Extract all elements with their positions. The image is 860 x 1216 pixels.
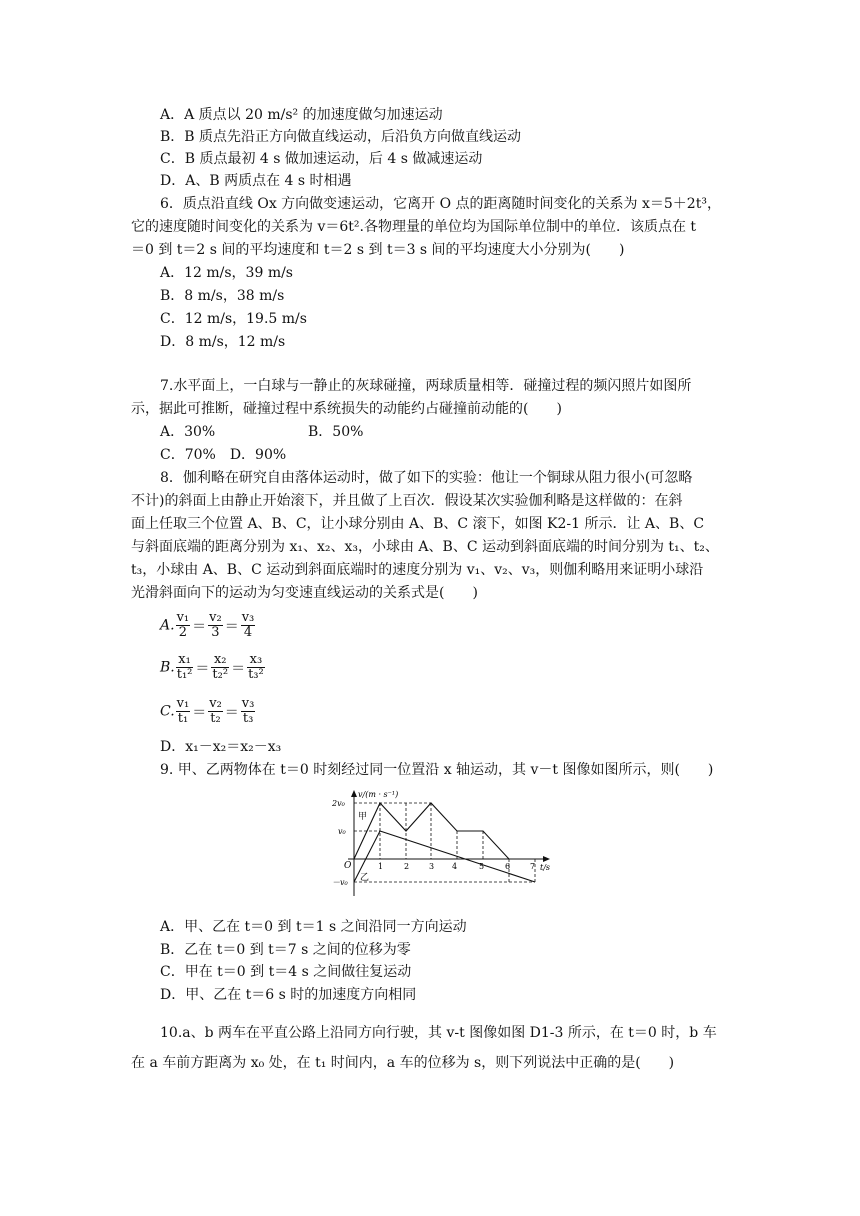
- graph-tick-x7: 7: [530, 862, 536, 871]
- q8-a-fraction-3: $\frac{\text{v₃}}{4}$: [241, 610, 255, 640]
- q6-option-d: D．8 m/s，12 m/s: [160, 334, 286, 350]
- q9-option-a: A．甲、乙在 t＝0 到 t＝1 s 之间沿同一方向运动: [160, 919, 467, 935]
- q8-option-c-label: C.: [160, 703, 175, 720]
- q8-c-fraction-3: $\frac{\text{v₃}}{\text{t₃}}$: [241, 696, 255, 726]
- graph-label-yi: 乙: [360, 873, 370, 883]
- q8-stem-line2: 不计)的斜面上由静止开始滚下，并且做了上百次．假设某次实验伽利略是这样做的：在斜: [131, 493, 683, 509]
- q6-stem-line1: 6．质点沿直线 Ox 方向做变速运动，它离开 O 点的距离随时间变化的关系为 x＝5＋2t³，: [160, 196, 721, 212]
- graph-tick-neg-v0: －v₀: [332, 878, 348, 887]
- graph-tick-x4: 4: [452, 862, 458, 871]
- graph-x-arrow: [543, 856, 550, 862]
- graph-tick-x5: 5: [479, 862, 485, 871]
- graph-line-yi: [354, 831, 535, 882]
- graph-y-label: v/(m · s⁻¹): [358, 790, 399, 799]
- q8-option-b-label: B.: [160, 659, 175, 676]
- graph-y-arrow: [351, 790, 357, 797]
- q9-stem: 9. 甲、乙两物体在 t＝0 时刻经过同一位置沿 x 轴运动，其 v－t 图像如图所示，则( ): [160, 762, 714, 778]
- q8-c-fraction-1: $\frac{\text{v₁}}{\text{t₁}}$: [176, 696, 190, 726]
- q8-b-fraction-3: $\frac{\text{x₃}}{\text{t₃²}}$: [248, 652, 264, 682]
- q8-stem-line6: 光滑斜面向下的运动为匀变速直线运动的关系式是( ): [131, 585, 478, 601]
- q8-stem-line3: 面上任取三个位置 A、B、C，让小球分别由 A、B、C 滚下，如图 K2-1 所示．让 A、B、C: [131, 516, 705, 532]
- q8-option-c: C. $\frac{\text{v₁}}{\text{t₁}}$ ＝ $\frac{\text{v₂}}{\text{t₂}}$ ＝ $\frac{\text{v₃}}{\text{t₃}}$: [160, 696, 255, 726]
- q7-stem-line2: 示，据此可推断，碰撞过程中系统损失的动能约占碰撞前动能的( ): [131, 401, 562, 417]
- q6-stem-line2: 它的速度随时间变化的关系为 v＝6t².各物理量的单位均为国际单位制中的单位．该质点在 t: [131, 219, 697, 235]
- q8-a-fraction-1: $\frac{\text{v₁}}{2}$: [176, 610, 190, 640]
- graph-origin-label: O: [344, 861, 352, 871]
- q7-option-b: B．50%: [308, 424, 364, 440]
- q6-option-b: B．8 m/s，38 m/s: [160, 288, 285, 304]
- q6-option-c: C．12 m/s，19.5 m/s: [160, 311, 307, 327]
- q8-option-b: B. $\frac{\text{x₁}}{\text{t₁²}}$ ＝ $\frac{\text{x₂}}{\text{t₂²}}$ ＝ $\frac{\text{x₃}}{\text{t₃²}}$: [160, 652, 264, 682]
- graph-label-jia: 甲: [358, 812, 368, 822]
- q8-c-fraction-2: $\frac{\text{v₂}}{\text{t₂}}$: [209, 696, 222, 726]
- q5-option-d: D．A、B 两质点在 4 s 时相遇: [160, 173, 352, 189]
- q9-vt-graph: [328, 788, 560, 900]
- q8-option-a: A. $\frac{\text{v₁}}{2}$ ＝ $\frac{\text{v₂}}{3}$ ＝ $\frac{\text{v₃}}{4}$: [160, 610, 255, 640]
- graph-tick-v0: v₀: [338, 827, 346, 836]
- q5-option-b: B．B 质点先沿正方向做直线运动，后沿负方向做直线运动: [160, 129, 522, 145]
- graph-tick-x2: 2: [404, 862, 410, 871]
- q9-option-d: D．甲、乙在 t＝6 s 时的加速度方向相同: [160, 987, 417, 1003]
- q7-stem-line1: 7.水平面上，一白球与一静止的灰球碰撞，两球质量相等．碰撞过程的频闪照片如图所: [160, 378, 692, 394]
- q7-option-a: A．30%: [160, 424, 216, 440]
- q5-option-a: A．A 质点以 20 m/s² 的加速度做匀加速运动: [160, 107, 443, 123]
- graph-line-jia: [354, 803, 509, 859]
- q9-option-c: C．甲在 t＝0 到 t＝4 s 之间做往复运动: [160, 964, 412, 980]
- q6-stem-line3: ＝0 到 t＝2 s 间的平均速度和 t＝2 s 到 t＝3 s 间的平均速度大小分别为( ): [131, 242, 625, 258]
- graph-tick-x1: 1: [378, 862, 384, 871]
- q8-b-fraction-1: $\frac{\text{x₁}}{\text{t₁²}}$: [176, 652, 193, 682]
- graph-x-label: t/s: [540, 863, 551, 872]
- q10-stem-line2: 在 a 车前方距离为 x₀ 处，在 t₁ 时间内，a 车的位移为 s，则下列说法中正确的是( ): [131, 1055, 675, 1071]
- q6-option-a: A．12 m/s，39 m/s: [160, 265, 293, 281]
- q8-stem-line4: 与斜面底端的距离分别为 x₁、x₂、x₃，小球由 A、B、C 运动到斜面底端的时间分别为 t₁、t₂、: [131, 539, 719, 555]
- q8-a-fraction-2: $\frac{\text{v₂}}{3}$: [209, 610, 222, 640]
- q8-stem-line1: 8．伽利略在研究自由落体运动时，做了如下的实验：他让一个铜球从阻力很小(可忽略: [160, 470, 693, 486]
- graph-tick-x3: 3: [429, 862, 435, 871]
- q8-b-fraction-2: $\frac{\text{x₂}}{\text{t₂²}}$: [212, 652, 229, 682]
- q8-stem-line5: t₃，小球由 A、B、C 运动到斜面底端时的速度分别为 v₁、v₂、v₃，则伽利略用来证明小球沿: [131, 562, 704, 578]
- q10-stem-line1: 10.a、b 两车在平直公路上沿同方向行驶，其 v-t 图像如图 D1-3 所示，在 t＝0 时，b 车: [160, 1025, 717, 1041]
- q5-option-c: C．B 质点最初 4 s 做加速运动，后 4 s 做减速运动: [160, 151, 483, 167]
- q9-option-b: B．乙在 t＝0 到 t＝7 s 之间的位移为零: [160, 942, 411, 958]
- q7-option-cd: C．70% D．90%: [160, 447, 287, 463]
- graph-tick-x6: 6: [505, 862, 511, 871]
- q8-option-d: D．x₁－x₂＝x₂－x₃: [160, 739, 282, 755]
- q8-option-a-label: A.: [160, 617, 175, 634]
- graph-tick-2v0: 2v₀: [332, 799, 345, 808]
